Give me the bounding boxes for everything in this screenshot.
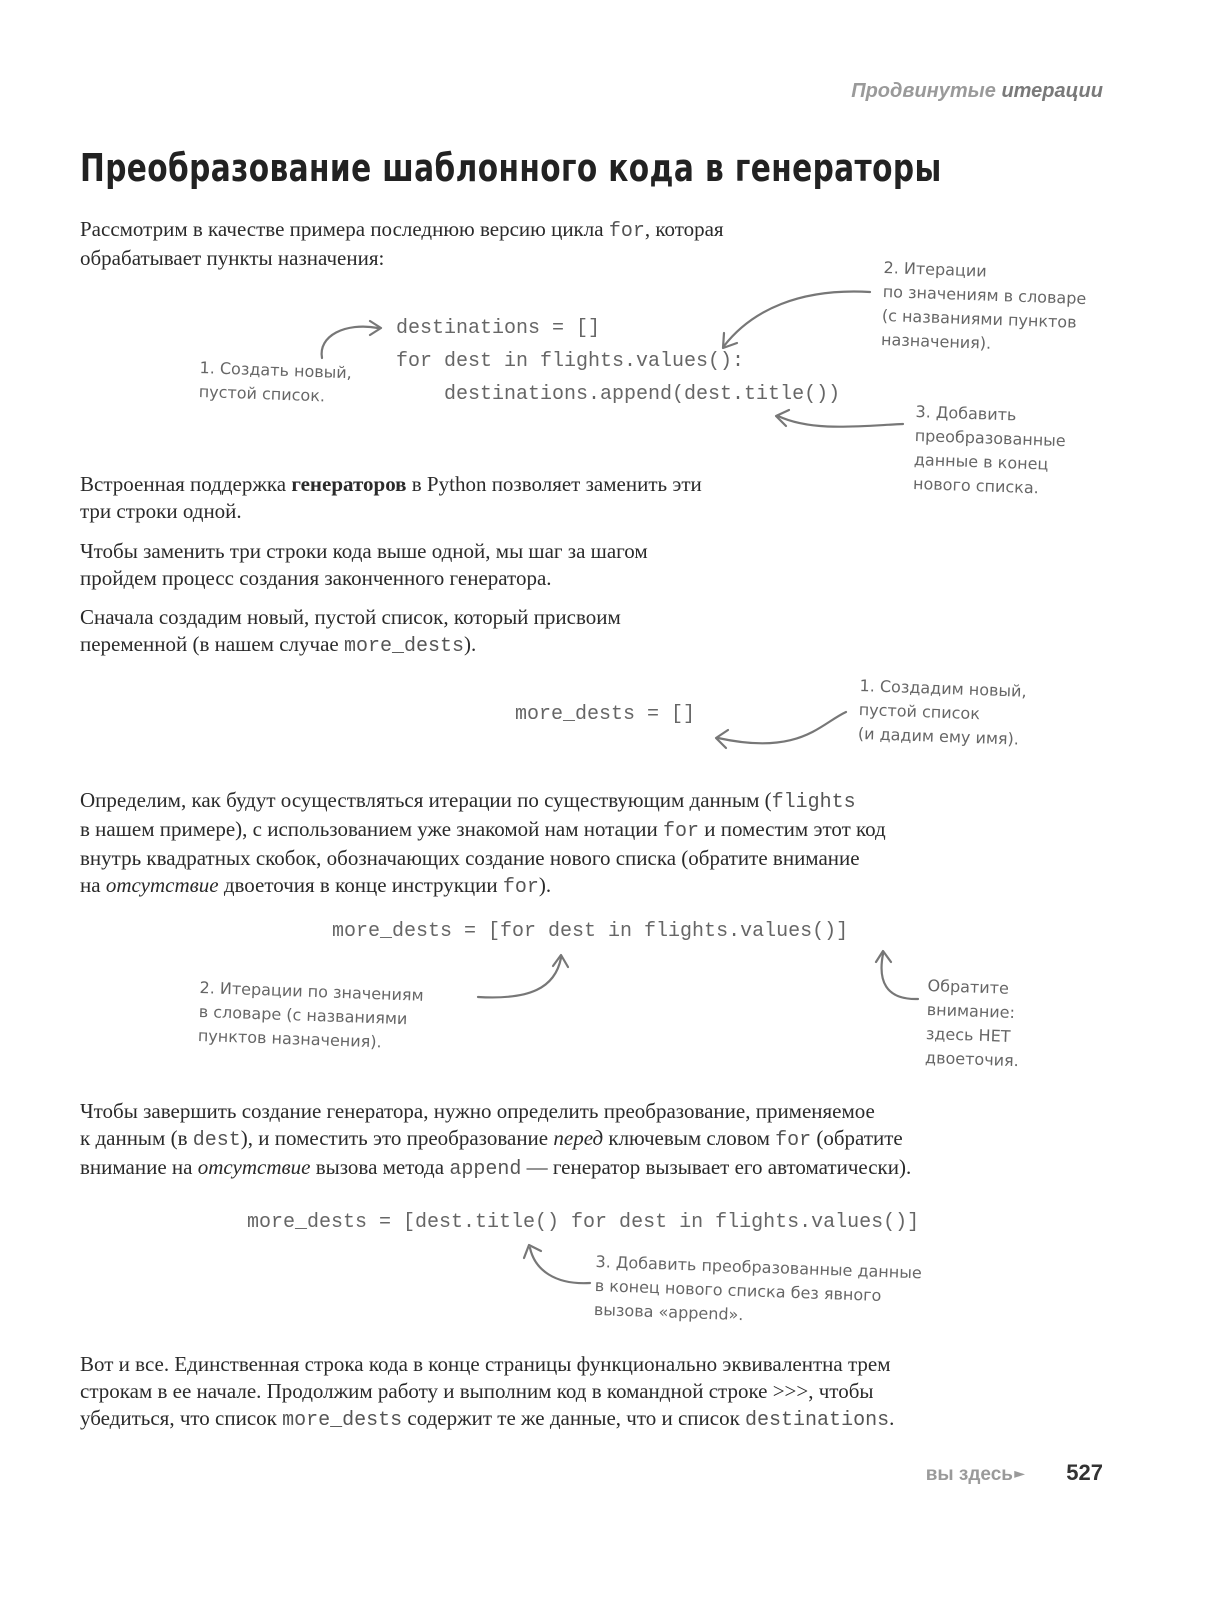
annotation-no-colon: Обратите внимание: здесь НЕТ двоеточия. <box>924 975 1020 1071</box>
code-line-1: destinations = [] <box>396 317 601 340</box>
empty-list-paragraph: Сначала создадим новый, пустой список, который присвоим переменной (в нашем случае more_dests). <box>80 605 621 658</box>
page-number: 527 <box>1066 1460 1103 1485</box>
transformation-paragraph: Чтобы завершить создание генератора, нужно определить преобразование, применяемое к данным (в dest), и поместить это преобразование перед ключевым словом for (обратите внимание на отсутствие вызова метода append — генератор вызывает его автоматически). <box>80 1099 912 1181</box>
intro-paragraph: Рассмотрим в качестве примера последнюю версию цикла for, которая обрабатывает пункты назначения: <box>80 217 724 270</box>
arrow-create-list <box>322 321 381 358</box>
code-line-2: for dest in flights.values(): <box>396 350 745 373</box>
arrow-iterate-values <box>723 292 870 348</box>
arrow-append-without-call <box>524 1245 590 1283</box>
iteration-paragraph: Определим, как будут осуществляться итерации по существующим данным (flights в нашем примере), с использованием уже знакомой нам нотации for и поместим этот код внутрь квадратных скобок, обозначающих создание нового списка (обратите внимание на отсутствие двоеточия в конце инструкции for). <box>80 788 886 899</box>
code-empty-list: more_dests = [] <box>515 703 696 726</box>
arrow-empty-list <box>716 712 846 748</box>
page-title: Преобразование шаблонного кода в генераторы <box>80 146 942 190</box>
footer-arrow-icon: ► <box>1014 1466 1025 1482</box>
code-line-3: destinations.append(dest.title()) <box>396 383 841 406</box>
annotation-append-without-call: 3. Добавить преобразованные данные в конец нового списка без явного вызова «append». <box>593 1251 923 1325</box>
running-header: Продвинутые итерации <box>851 80 1103 102</box>
annotation-append-data: 3. Добавить преобразованные данные в конец нового списка. <box>912 401 1067 498</box>
annotation-create-list: 1. Создать новый, пустой список. <box>198 357 353 406</box>
code-full-generator: more_dests = [dest.title() for dest in flights.values()] <box>247 1211 920 1234</box>
conclusion-paragraph: Вот и все. Единственная строка кода в конце страницы функционально эквивалентна трем строкам в ее начале. Продолжим работу и выполним код в командной строке >>>, чтобы убедиться, что список more_dests содержит те же данные, что и список destinations. <box>80 1352 895 1432</box>
arrow-no-colon <box>876 951 918 999</box>
arrow-iterate-values-2 <box>478 955 568 997</box>
annotation-new-empty-list: 1. Создадим новый, пустой список (и дадим ему имя). <box>857 675 1027 749</box>
generators-paragraph: Встроенная поддержка генераторов в Python позволяет заменить эти три строки одной. <box>80 472 702 523</box>
footer-you-are-here: вы здесь <box>925 1464 1013 1485</box>
step-by-step-paragraph: Чтобы заменить три строки кода выше одной, мы шаг за шагом пройдем процесс создания законченного генератора. <box>80 539 648 590</box>
code-for-in-brackets: more_dests = [for dest in flights.values()] <box>332 920 849 943</box>
annotation-iterate-values: 2. Итерации по значениям в словаре (с названиями пунктов назначения). <box>880 257 1087 353</box>
annotation-iterate-values-2: 2. Итерации по значениям в словаре (с названиями пунктов назначения). <box>197 977 424 1052</box>
arrow-append-data <box>776 410 903 427</box>
